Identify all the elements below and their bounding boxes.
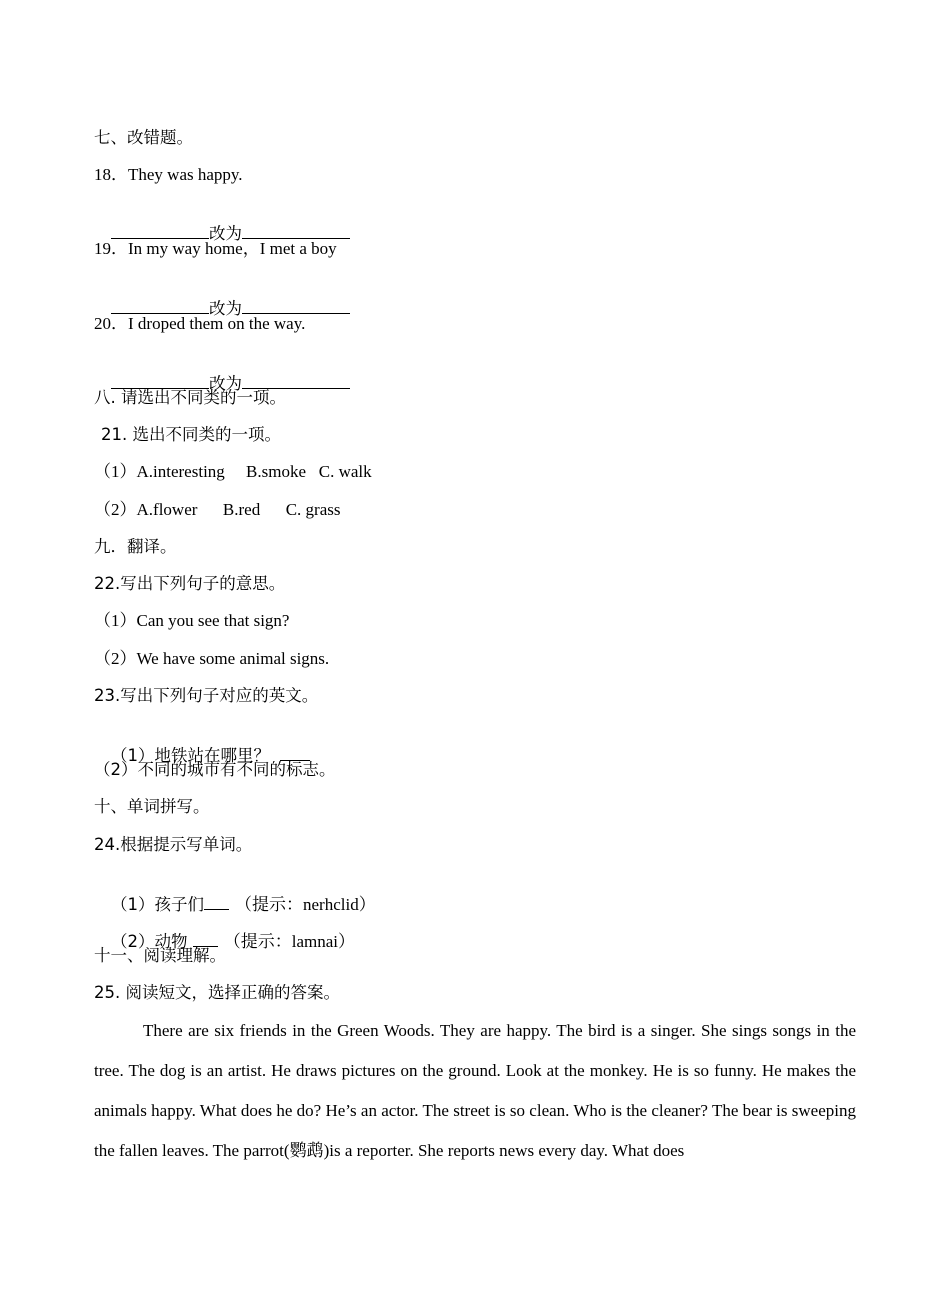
blank-corrected-19[interactable] [242, 297, 350, 314]
blank-corrected-18[interactable] [242, 222, 350, 239]
question-24-1-word: （1）孩子们 [111, 895, 204, 914]
question-25: 25. 阅读短文，选择正确的答案。 [94, 983, 340, 1002]
question-21: 21. 选出不同类的一项。 [101, 425, 281, 444]
question-21-1: （1）A.interesting B.smoke C. walk [94, 462, 372, 481]
question-18: 18．They was happy. [94, 165, 243, 184]
question-24: 24.根据提示写单词。 [94, 835, 253, 854]
passage-text: There are six friends in the Green Woods. They are happy. The bird is a singer. She sings songs in the tree. The dog is an artist. He draws pictures on the ground. Look at the monkey. He is so funny. He makes the animals happy. What does he do? He’s an actor. The street is so clean. Who is the cleaner? The bear is sweeping the fallen leaves. The parrot(鹦鹉)is a reporter. She reports news every day. What does [94, 1021, 856, 1160]
question-23: 23.写出下列句子对应的英文。 [94, 686, 319, 705]
blank-original-18[interactable] [111, 222, 209, 239]
reading-passage [94, 1011, 856, 1171]
question-24-2-hint: （提示：lamnai） [223, 932, 356, 951]
question-22-1: （1）Can you see that sign? [94, 611, 290, 630]
change-to-label-18: 改为 [209, 224, 242, 243]
question-23-1: （1）地铁站在哪里？ [111, 746, 270, 765]
section-8-title: 八. 请选出不同类的一项。 [94, 388, 286, 407]
question-20: 20．I droped them on the way. [94, 314, 306, 333]
section-7-title: 七、改错题。 [94, 128, 193, 147]
question-24-1-hint: （提示：nerhclid） [235, 895, 376, 914]
question-19: 19．In my way home，I met a boy [94, 239, 337, 258]
section-9-title: 九．翻译。 [94, 537, 177, 556]
section-10-title: 十、单词拼写。 [94, 797, 210, 816]
change-to-label-19: 改为 [209, 299, 242, 318]
blank-original-19[interactable] [111, 297, 209, 314]
change-to-label-20: 改为 [209, 374, 242, 393]
question-22: 22.写出下列句子的意思。 [94, 574, 286, 593]
question-21-2: （2）A.flower B.red C. grass [94, 500, 341, 519]
question-24-2-word: （2）动物 [111, 932, 193, 951]
question-22-2: （2）We have some animal signs. [94, 649, 330, 668]
section-11-title: 十一、阅读理解。 [94, 946, 226, 965]
question-23-2: （2）不同的城市有不同的标志。 [94, 760, 336, 779]
